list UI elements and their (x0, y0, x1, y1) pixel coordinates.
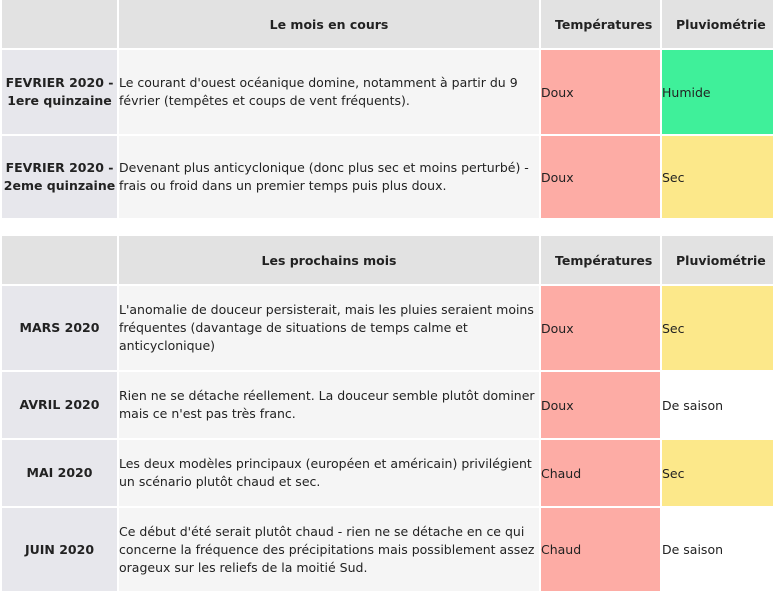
rainfall-header: Pluviométrie (662, 0, 773, 48)
header-row (2, 236, 773, 284)
temperature-cell: Doux (541, 372, 660, 438)
temperature-cell: Doux (541, 136, 660, 218)
period-cell: MAI 2020 (2, 440, 117, 506)
next-months-table (0, 234, 773, 593)
rainfall-header: Pluviométrie (662, 236, 773, 284)
rainfall-cell: Humide (662, 50, 773, 134)
rainfall-cell: De saison (662, 372, 773, 438)
description-cell: L'anomalie de douceur persisterait, mais les pluies seraient moins fréquentes (davantage de situations de temps calme et anticyclonique) (119, 286, 539, 370)
temperatures-header: Températures (541, 236, 660, 284)
rainfall-cell: De saison (662, 508, 773, 591)
period-cell: FEVRIER 2020 - 1ere quinzaine (2, 50, 117, 134)
period-cell: MARS 2020 (2, 286, 117, 370)
temperature-cell: Doux (541, 50, 660, 134)
table-row (2, 136, 773, 218)
period-header-cell (2, 0, 117, 48)
rainfall-cell: Sec (662, 440, 773, 506)
table-row (2, 508, 773, 591)
description-cell: Les deux modèles principaux (européen et américain) privilégient un scénario plutôt chaud et sec. (119, 440, 539, 506)
temperature-cell: Chaud (541, 440, 660, 506)
current-month-table (0, 0, 773, 220)
period-header-cell (2, 236, 117, 284)
temperatures-header: Températures (541, 0, 660, 48)
description-cell: Devenant plus anticyclonique (donc plus sec et moins perturbé) - frais ou froid dans un premier temps puis plus doux. (119, 136, 539, 218)
table-row (2, 440, 773, 506)
header-row (2, 0, 773, 48)
period-cell: JUIN 2020 (2, 508, 117, 591)
period-cell: AVRIL 2020 (2, 372, 117, 438)
section-title: Le mois en cours (119, 0, 539, 48)
table-row (2, 50, 773, 134)
table-row (2, 286, 773, 370)
description-cell: Ce début d'été serait plutôt chaud - rien ne se détache en ce qui concerne la fréquence des précipitations mais possiblement assez orageux sur les reliefs de la moitié Sud. (119, 508, 539, 591)
rainfall-cell: Sec (662, 136, 773, 218)
temperature-cell: Doux (541, 286, 660, 370)
description-cell: Rien ne se détache réellement. La douceur semble plutôt dominer mais ce n'est pas très franc. (119, 372, 539, 438)
temperature-cell: Chaud (541, 508, 660, 591)
rainfall-cell: Sec (662, 286, 773, 370)
description-cell: Le courant d'ouest océanique domine, notamment à partir du 9 février (tempêtes et coups de vent fréquents). (119, 50, 539, 134)
period-cell: FEVRIER 2020 - 2eme quinzaine (2, 136, 117, 218)
section-title: Les prochains mois (119, 236, 539, 284)
table-row (2, 372, 773, 438)
